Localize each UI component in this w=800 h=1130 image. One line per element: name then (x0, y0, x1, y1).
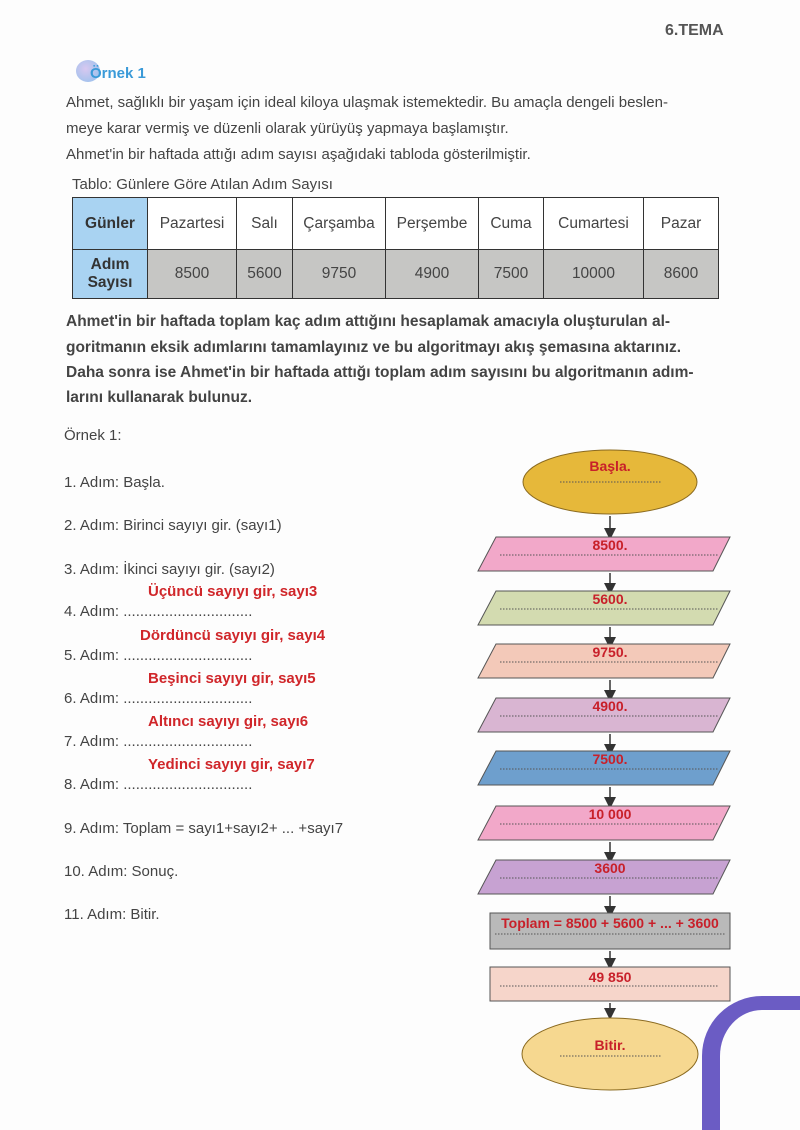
input-value: 5600. (592, 591, 628, 607)
question-line: larını kullanarak bulunuz. (66, 389, 253, 406)
table-cell: 9750 (293, 250, 386, 299)
intro-line: Ahmet'in bir haftada attığı adım sayısı aşağıdaki tabloda gösterilmiştir. (66, 146, 531, 163)
table-cell: Cuma (479, 198, 544, 250)
table-cell: 5600 (237, 250, 293, 299)
table-cell: Perşembe (386, 198, 479, 250)
question-line: goritmanın eksik adımlarını tamamlayınız ve bu algoritmayı akış şemasına aktarınız. (66, 339, 682, 356)
row-label-days: Günler (73, 198, 148, 250)
algorithm-title: Örnek 1: (64, 427, 122, 444)
intro-line: meye karar vermiş ve düzenli olarak yürüyüş yapmaya başlamıştır. (66, 120, 509, 137)
algorithm-step: 9. Adım: Toplam = sayı1+sayı2+ ... +sayı7 (64, 820, 344, 837)
table-cell: 8600 (644, 250, 719, 299)
start-label: Başla. (589, 458, 631, 474)
table-cell: Cumartesi (544, 198, 644, 250)
algorithm-step: 10. Adım: Sonuç. (64, 863, 179, 880)
label-line: Sayısı (87, 274, 133, 291)
handwritten-answer: Dördüncü sayıyı gir, sayı4 (140, 627, 326, 644)
algorithm-step: 3. Adım: İkinci sayıyı gir. (sayı2) (64, 561, 275, 578)
table-cell: Salı (237, 198, 293, 250)
intro-line: Ahmet, sağlıklı bir yaşam için ideal kiloya ulaşmak istemektedir. Bu amaçla dengeli beslen- (66, 94, 668, 111)
question-line: Daha sonra ise Ahmet'in bir haftada attığı toplam adım sayısını bu algoritmanın adım- (66, 364, 694, 381)
input-value: 9750. (592, 644, 628, 660)
theme-label: 6.TEMA (665, 22, 724, 39)
handwritten-answer: Beşinci sayıyı gir, sayı5 (148, 670, 316, 687)
page-corner-decoration (702, 996, 800, 1130)
table-cell: 7500 (479, 250, 544, 299)
input-value: 4900. (592, 698, 628, 714)
algorithm-step: 2. Adım: Birinci sayıyı gir. (sayı1) (64, 517, 282, 534)
table-cell: Çarşamba (293, 198, 386, 250)
end-label: Bitir. (594, 1037, 626, 1053)
algorithm-step: 6. Adım: ............................... (64, 690, 253, 707)
input-value: 8500. (592, 537, 628, 553)
table-caption: Tablo: Günlere Göre Atılan Adım Sayısı (72, 176, 333, 193)
table-cell: Pazartesi (148, 198, 237, 250)
algorithm-step: 7. Adım: ............................... (64, 733, 253, 750)
algorithm-step: 11. Adım: Bitir. (64, 906, 160, 923)
table-cell: 4900 (386, 250, 479, 299)
input-value: 3600 (594, 860, 626, 876)
input-value: 7500. (592, 751, 628, 767)
handwritten-answer: Üçüncü sayıyı gir, sayı3 (148, 583, 318, 600)
end-terminal (522, 1018, 698, 1090)
output-label: 49 850 (588, 969, 632, 985)
algorithm-step: 4. Adım: ............................... (64, 603, 253, 620)
input-value: 10 000 (588, 806, 632, 822)
label-line: Adım (90, 256, 130, 273)
algorithm-step: 5. Adım: ............................... (64, 647, 253, 664)
table-cell: Pazar (644, 198, 719, 250)
process-label: Toplam = 8500 + 5600 + ... + 3600 (501, 915, 719, 931)
handwritten-answer: Altıncı sayıyı gir, sayı6 (148, 713, 309, 730)
algorithm-step: 1. Adım: Başla. (64, 474, 165, 491)
question-line: Ahmet'in bir haftada toplam kaç adım attığını hesaplamak amacıyla oluşturulan al- (66, 313, 671, 330)
handwritten-answer: Yedinci sayıyı gir, sayı7 (148, 756, 315, 773)
table-cell: 8500 (148, 250, 237, 299)
example-title: Örnek 1 (90, 65, 146, 82)
algorithm-step: 8. Adım: ............................... (64, 776, 253, 793)
table-cell: 10000 (544, 250, 644, 299)
